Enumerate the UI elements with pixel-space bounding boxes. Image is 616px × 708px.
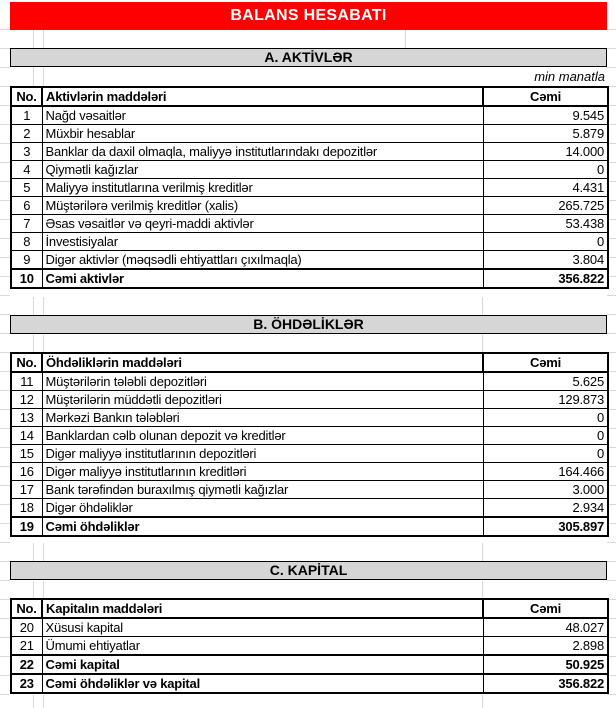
gridline-segment: [43, 695, 44, 708]
col-header-items: Kapitalın maddələri: [42, 599, 483, 618]
row-label: Müxbir hesablar: [42, 125, 483, 143]
section-heading-assets-label: A. AKTİVLƏR: [264, 49, 353, 65]
row-value: 3.000: [483, 481, 608, 499]
col-header-items: Aktivlərin maddələri: [42, 87, 483, 106]
col-header-total: Cəmi: [483, 599, 608, 618]
table-row: [11, 409, 608, 427]
section-heading-capital: [10, 561, 607, 580]
row-number: 15: [11, 445, 42, 463]
col-header-total: Cəmi: [483, 87, 608, 106]
table-row: [11, 269, 608, 288]
row-number: 11: [11, 372, 42, 391]
report-title: BALANS HESABATI: [230, 7, 387, 24]
row-value: 4.431: [483, 179, 608, 197]
row-value: 164.466: [483, 463, 608, 481]
row-number: 1: [11, 106, 42, 125]
table-row: [11, 481, 608, 499]
row-label: Cəmi öhdəliklər və kapital: [42, 674, 483, 693]
row-label: Qiymətli kağızlar: [42, 161, 483, 179]
row-label: Mərkəzi Bankın tələbləri: [42, 409, 483, 427]
row-number: 16: [11, 463, 42, 481]
assets-header-row: [11, 87, 608, 106]
row-number: 3: [11, 143, 42, 161]
row-number: 4: [11, 161, 42, 179]
row-value: 2.898: [483, 637, 608, 656]
row-label: Müştərilərə verilmiş kreditlər (xalis): [42, 197, 483, 215]
liabilities-table: [10, 352, 609, 537]
table-row: [11, 517, 608, 536]
gridline-segment: [43, 581, 44, 598]
table-row: [11, 445, 608, 463]
row-value: 0: [483, 445, 608, 463]
section-heading-assets: [10, 48, 607, 67]
row-value: 53.438: [483, 215, 608, 233]
row-value: 356.822: [483, 269, 608, 288]
table-row: [11, 499, 608, 518]
row-value: 2.934: [483, 499, 608, 518]
gridline-segment: [482, 581, 483, 598]
row-label: Digər maliyyə institutlarının kreditləri: [42, 463, 483, 481]
gridline-segment: [43, 543, 44, 561]
row-number: 17: [11, 481, 42, 499]
table-row: [11, 391, 608, 409]
row-value: 5.625: [483, 372, 608, 391]
row-number: 5: [11, 179, 42, 197]
row-label: Bank tərəfindən buraxılmış qiymətli kağızlar: [42, 481, 483, 499]
capital-header-row: [11, 599, 608, 618]
section-heading-liabilities-label: B. ÖHDƏLİKLƏR: [253, 316, 364, 332]
col-header-items: Öhdəliklərin maddələri: [42, 353, 483, 372]
row-label: Digər aktivlər (məqsədli ehtiyattları çıxılmaqla): [42, 251, 483, 270]
row-number: 12: [11, 391, 42, 409]
row-number: 9: [11, 251, 42, 270]
gridline-segment: [33, 581, 34, 598]
row-label: Xüsusi kapital: [42, 618, 483, 637]
section-heading-capital-label: C. KAPİTAL: [269, 562, 348, 578]
row-number: 8: [11, 233, 42, 251]
row-number: 20: [11, 618, 42, 637]
row-label: Cəmi öhdəliklər: [42, 517, 483, 536]
row-number: 21: [11, 637, 42, 656]
row-value: 50.925: [483, 655, 608, 674]
gridline-segment: [482, 335, 483, 352]
row-label: Digər öhdəliklər: [42, 499, 483, 518]
table-row: [11, 215, 608, 233]
row-value: 3.804: [483, 251, 608, 270]
section-heading-liabilities: [10, 315, 607, 334]
table-row: [11, 251, 608, 270]
row-value: 9.545: [483, 106, 608, 125]
table-row: [11, 674, 608, 693]
row-label: Maliyyə institutlarına verilmiş kreditlər: [42, 179, 483, 197]
table-row: [11, 372, 608, 391]
row-value: 0: [483, 233, 608, 251]
row-number: 14: [11, 427, 42, 445]
liabilities-header-row: [11, 353, 608, 372]
table-row: [11, 655, 608, 674]
table-row: [11, 637, 608, 656]
gridline-segment: [43, 335, 44, 352]
gridline-segment: [43, 30, 44, 48]
table-row: [11, 179, 608, 197]
table-row: [11, 125, 608, 143]
table-row: [11, 161, 608, 179]
table-row: [11, 233, 608, 251]
row-number: 23: [11, 674, 42, 693]
col-header-no: No.: [11, 87, 42, 106]
row-label: Cəmi aktivlər: [42, 269, 483, 288]
row-value: 356.822: [483, 674, 608, 693]
row-value: 305.897: [483, 517, 608, 536]
table-row: [11, 143, 608, 161]
row-value: 0: [483, 409, 608, 427]
row-label: Nağd vəsaitlər: [42, 106, 483, 125]
row-label: Müştərilərin tələbli depozitləri: [42, 372, 483, 391]
row-number: 6: [11, 197, 42, 215]
table-row: [11, 427, 608, 445]
row-value: 14.000: [483, 143, 608, 161]
row-number: 19: [11, 517, 42, 536]
gridline-segment: [33, 297, 34, 315]
gridline-segment: [43, 297, 44, 315]
gridline-segment: [482, 297, 483, 315]
gridline-segment: [405, 30, 406, 48]
row-number: 7: [11, 215, 42, 233]
row-label: Müştərilərin müddətli depozitləri: [42, 391, 483, 409]
row-value: 5.879: [483, 125, 608, 143]
row-value: 265.725: [483, 197, 608, 215]
row-label: Banklardan cəlb olunan depozit və kreditlər: [42, 427, 483, 445]
row-label: Cəmi kapital: [42, 655, 483, 674]
assets-table: [10, 86, 609, 289]
units-note: min manatla: [534, 69, 605, 84]
row-value: 129.873: [483, 391, 608, 409]
table-row: [11, 106, 608, 125]
row-label: Əsas vəsaitlər və qeyri-maddi aktivlər: [42, 215, 483, 233]
col-header-no: No.: [11, 599, 42, 618]
capital-table: [10, 598, 609, 694]
table-row: [11, 618, 608, 637]
report-title-bar: [10, 2, 607, 30]
row-value: 48.027: [483, 618, 608, 637]
gridline-segment: [33, 543, 34, 561]
gridline-segment: [482, 543, 483, 561]
gridline-left-margin: [0, 29, 10, 708]
col-header-no: No.: [11, 353, 42, 372]
row-label: Digər maliyyə institutlarının depozitləri: [42, 445, 483, 463]
row-label: İnvestisiyalar: [42, 233, 483, 251]
col-header-total: Cəmi: [483, 353, 608, 372]
row-number: 13: [11, 409, 42, 427]
row-label: Banklar da daxil olmaqla, maliyyə institutlarındakı depozitlər: [42, 143, 483, 161]
table-row: [11, 197, 608, 215]
table-row: [11, 463, 608, 481]
gridline-segment: [33, 335, 34, 352]
gridline-segment: [33, 30, 34, 48]
row-value: 0: [483, 161, 608, 179]
row-value: 0: [483, 427, 608, 445]
row-label: Ümumi ehtiyatlar: [42, 637, 483, 656]
gridline-segment: [482, 695, 483, 708]
row-number: 22: [11, 655, 42, 674]
gridline-segment: [33, 695, 34, 708]
row-number: 2: [11, 125, 42, 143]
row-number: 18: [11, 499, 42, 518]
row-number: 10: [11, 269, 42, 288]
